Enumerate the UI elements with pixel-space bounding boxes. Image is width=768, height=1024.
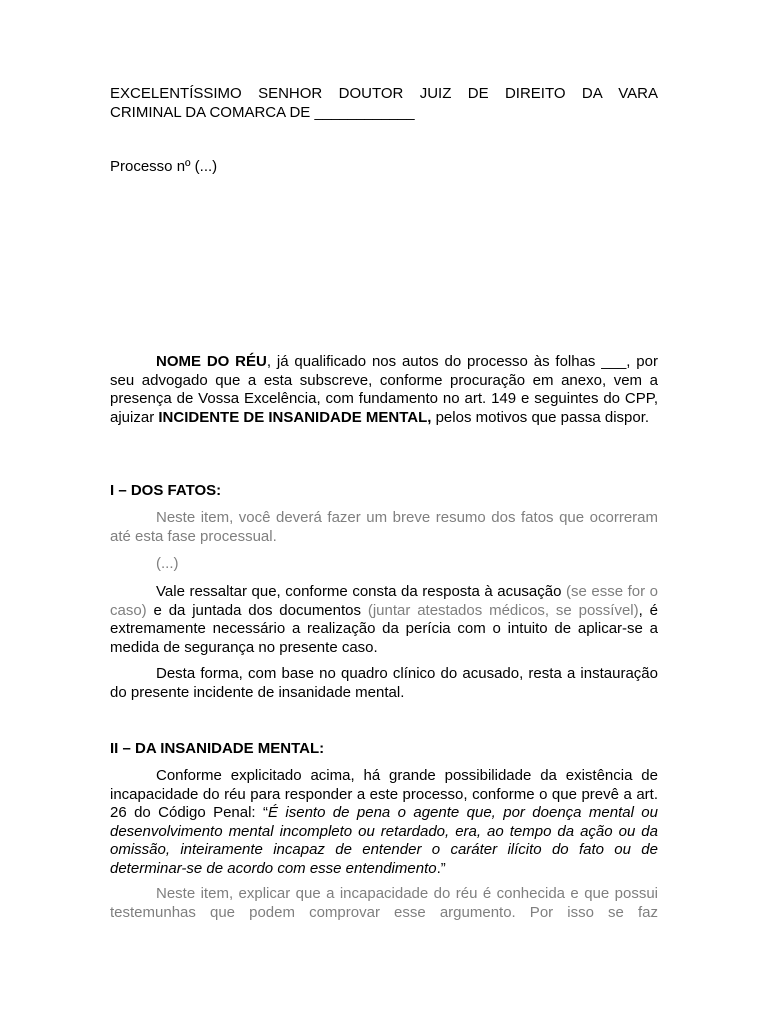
section-1-instruction: Neste item, você deverá fazer um breve resumo dos fatos que ocorreram até esta fase processual. [110,509,658,545]
court-address-line-1: EXCELENTÍSSIMO SENHOR DOUTOR JUIZ DE DIREITO DA VARA [110,85,658,102]
section-2-paragraph-1 [110,767,658,878]
section2-text-b: .” [436,859,446,877]
para2-text-c: , é extremamente necessário a realização da perícia com o intuito de aplicar-se a medida de segurança no presente caso. [110,601,658,656]
court-address-line-2: CRIMINAL DA COMARCA DE ____________ [110,103,415,121]
process-number: Processo nº (...) [110,158,218,175]
incident-title: INCIDENTE DE INSANIDADE MENTAL, [158,408,432,426]
intro-paragraph [110,353,658,427]
section-2-instruction: Neste item, explicar que a incapacidade do réu é conhecida e que possui testemunhas que podem comprovar esse argumento. Por isso se faz [110,885,658,921]
section-1-heading: I – DOS FATOS: [110,482,222,499]
section-1-paragraph-3: Desta forma, com base no quadro clínico do acusado, resta a instauração do presente incidente de insanidade mental. [110,665,658,701]
para2-text-a: Vale ressaltar que, conforme consta da resposta à acusação [156,583,566,600]
section-2-heading: II – DA INSANIDADE MENTAL: [110,740,325,757]
intro-text-b: pelos motivos que passa dispor. [431,408,650,426]
para2-text-b: e da juntada dos documentos [146,601,368,619]
section2-text-a: Conforme explicitado acima, há grande possibilidade da existência de incapacidade do réu para responder a este processo, conforme o que prevê a art. 26 do Código Penal: “ [110,767,658,821]
section-1-paragraph-2 [110,583,658,657]
section-1-ellipsis: (...) [156,555,179,572]
para2-note-2: (juntar atestados médicos, se possível) [367,601,639,619]
intro-text-a: , já qualificado nos autos do processo às folhas ___, por seu advogado que a esta subscreve, conforme procuração em anexo, vem a presença de Vossa Excelência, com fundamento no art. 149 e seguintes do CPP, ajuizar [110,353,658,426]
para2-note-1: (se esse for o caso) [110,583,658,619]
penal-code-quote: É isento de pena o agente que, por doença mental ou desenvolvimento mental incompleto ou retardado, era, ao tempo da ação ou da omissão, inteiramente incapaz de entender o caráter ilícito do fato ou de determinar-se de acordo com esse entendimento [110,804,658,877]
defendant-name: NOME DO RÉU [156,353,267,370]
court-address [110,85,658,122]
